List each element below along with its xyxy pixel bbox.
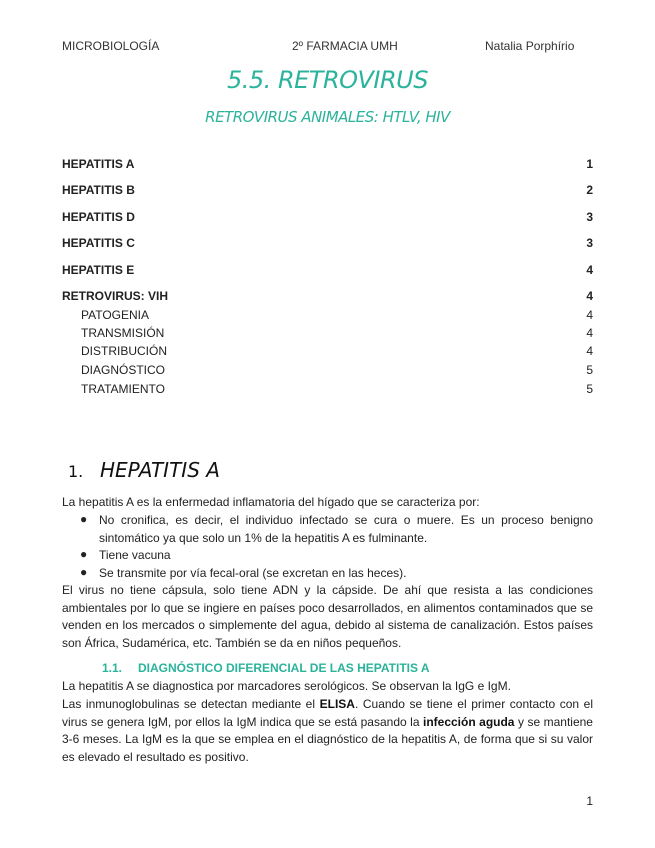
subsection-title: DIAGNÓSTICO DIFERENCIAL DE LAS HEPATITIS A: [138, 661, 430, 675]
text-run: Las inmunoglobulinas se detectan mediante el: [62, 697, 320, 711]
body-paragraph: El virus no tiene cápsula, solo tiene ADN y la cápside. De ahí que resista a las condiciones ambientales por lo que se ingiere en países poco desarrollados, en alimentos contaminados que se venden en los mercados o simplemente del agua, debido al sistema de canalización. Estos países son África, Sudamérica, etc. También se da en niños pequeños.: [62, 583, 593, 650]
toc-subentry[interactable]: [62, 382, 593, 398]
toc-subentry[interactable]: [62, 344, 593, 360]
header-course: 2º FARMACIA UMH: [292, 39, 398, 53]
text-run: . Cuando se tiene el primer contacto con el virus se genera IgM, por ellos la IgM indica que se está pasando la: [62, 697, 593, 729]
header-author: Natalia Porphírio: [485, 39, 575, 53]
toc-page: 5: [586, 363, 593, 377]
toc-label: TRATAMIENTO: [81, 382, 165, 396]
section-title: HEPATITIS A: [100, 458, 220, 482]
toc-label: HEPATITIS A: [62, 157, 135, 171]
bullet-icon: ●: [80, 565, 88, 579]
toc-page: 5: [586, 382, 593, 396]
toc-label: HEPATITIS B: [62, 183, 135, 197]
header-subject: MICROBIOLOGÍA: [62, 39, 160, 53]
section-heading: [68, 458, 220, 482]
bullet-icon: ●: [80, 547, 88, 561]
text-bold: infección aguda: [422, 714, 515, 729]
subsection-number: 1.1.: [102, 661, 123, 675]
toc-page: 1: [586, 157, 593, 171]
bullet-text: No cronifica, es decir, el individuo infectado se cura o muere. Es un proceso benigno sintomático ya que solo un 1% de la hepatitis A es fulminante.: [99, 513, 593, 545]
toc-page: 4: [586, 308, 593, 322]
toc-entry[interactable]: [62, 289, 593, 305]
bullet-text: Se transmite por vía fecal-oral (se excretan en las heces).: [99, 566, 407, 580]
toc-page: 4: [586, 344, 593, 358]
toc-label: TRANSMISIÓN: [81, 326, 165, 340]
body-paragraph: [62, 696, 593, 766]
toc-subentry[interactable]: [62, 308, 593, 324]
toc-entry[interactable]: [62, 183, 593, 199]
toc-label: DIAGNÓSTICO: [81, 363, 166, 377]
toc-page: 4: [586, 263, 593, 277]
bullet-icon: ●: [80, 512, 88, 526]
toc-label: HEPATITIS E: [62, 263, 135, 277]
page-number: 1: [586, 794, 593, 808]
toc-entry[interactable]: [62, 236, 593, 252]
text-run: y se mantiene 3-6 meses. La IgM es la que se emplea en el diagnóstico de la hepatitis A, de forma que si su valor es elevado el resultado es positivo.: [62, 714, 593, 764]
toc-page: 3: [586, 236, 593, 250]
toc-page: 4: [586, 289, 593, 303]
body-paragraph: La hepatitis A se diagnostica por marcadores serológicos. Se observan la IgG e IgM.: [62, 679, 511, 693]
section-intro: La hepatitis A es la enfermedad inflamatoria del hígado que se caracteriza por:: [62, 495, 480, 509]
toc-page: 4: [586, 326, 593, 340]
toc-label: RETROVIRUS: VIH: [62, 289, 169, 303]
toc-subentry[interactable]: [62, 326, 593, 342]
toc-label: HEPATITIS C: [62, 236, 135, 250]
toc-page: 3: [586, 210, 593, 224]
section-number: 1.: [68, 462, 84, 481]
subsection-heading: [102, 661, 430, 675]
page-subtitle: RETROVIRUS ANIMALES: HTLV, HIV: [205, 108, 450, 126]
toc-label: DISTRIBUCIÓN: [81, 344, 168, 358]
toc-entry[interactable]: [62, 210, 593, 226]
page-title: 5.5. RETROVIRUS: [227, 66, 428, 94]
toc-entry[interactable]: [62, 157, 593, 173]
bullet-text: Tiene vacuna: [99, 548, 171, 562]
toc-label: PATOGENIA: [81, 308, 150, 322]
toc-page: 2: [586, 183, 593, 197]
toc-entry[interactable]: [62, 263, 593, 279]
toc-subentry[interactable]: [62, 363, 593, 379]
text-bold: ELISA: [319, 697, 355, 711]
toc-label: HEPATITIS D: [62, 210, 135, 224]
